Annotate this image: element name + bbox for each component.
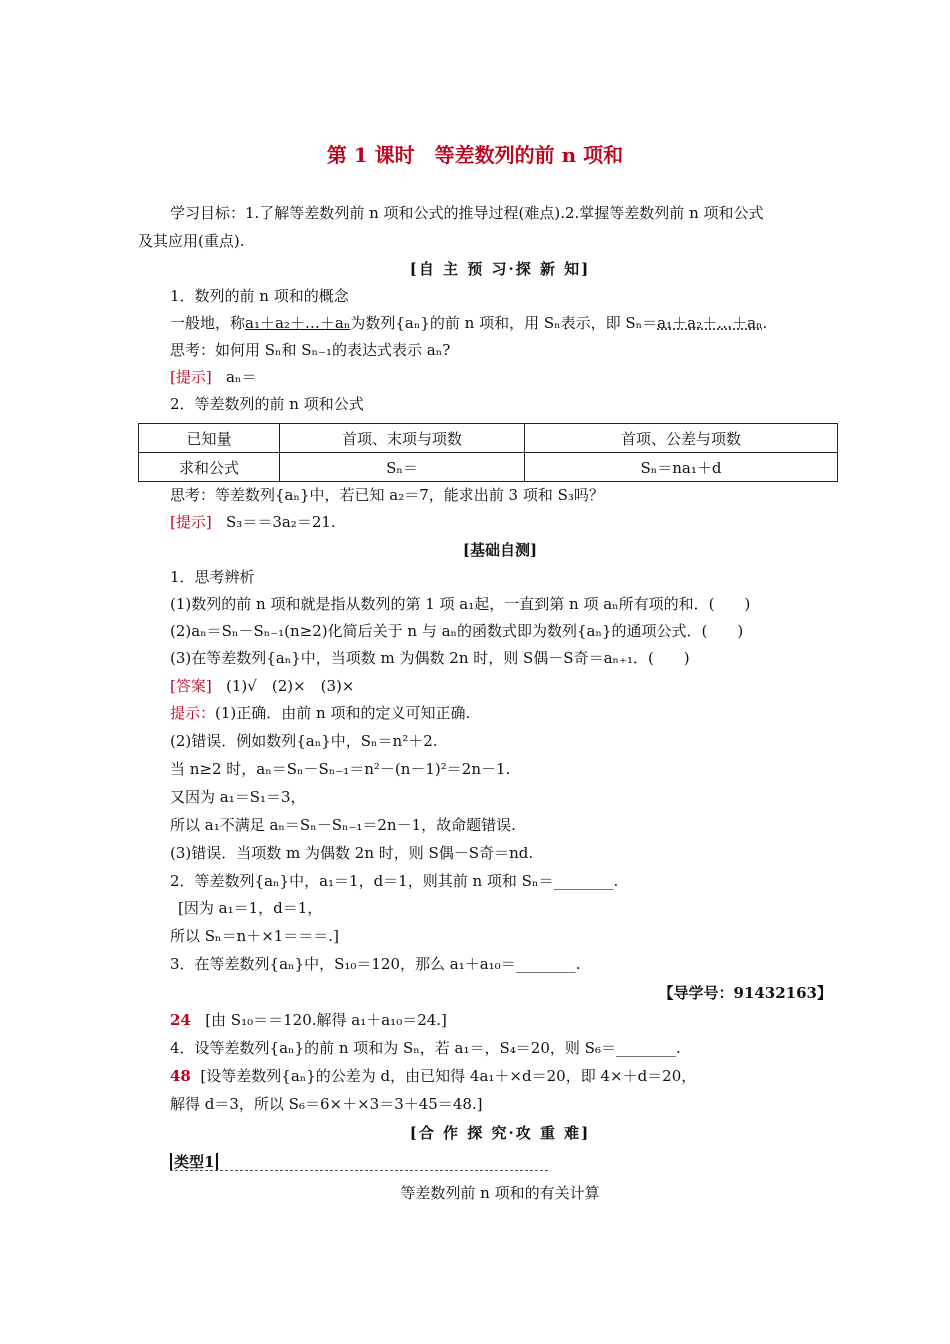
concept-definition [170,313,767,333]
q4-question: 4．设等差数列{aₙ}的前 n 项和为 Sₙ，若 a₁＝，S₄＝20，则 S₆＝________. [170,1039,681,1057]
q1-hint-line: 当 n≥2 时，aₙ＝Sₙ－Sₙ₋₁＝n²－(n－1)²＝2n－1. [170,760,511,778]
objectives-line2: 及其应用(重点). [138,232,245,250]
def-sum-blank: a₁＋a₂＋…＋aₙ [245,314,351,332]
concept-heading: 1．数列的前 n 项和的概念 [170,287,349,305]
section-heading-selftest: [基础自测] [462,541,538,559]
q1-hint-line: (3)错误．当项数 m 为偶数 2n 时，则 S偶－S奇＝nd. [170,844,534,862]
hint-label: 提示： [170,704,216,722]
type-divider [170,1170,548,1171]
table-header: 已知量 [139,424,280,453]
section-heading-cooperate: [合 作 探 究·攻 重 难] [409,1124,591,1142]
q3-answer [170,1010,447,1030]
q1-item: (3)在等差数列{aₙ}中，当项数 m 为偶数 2n 时，则 S偶－S奇＝aₙ₊₁．( ) [170,649,690,667]
page-title: 第 1 课时 等差数列的前 n 项和 [326,143,624,167]
q2-solution: [因为 a₁＝1，d＝1， [178,899,323,917]
answer-text: (1)√ (2)× (3)× [226,677,355,695]
q1-hint-line: 所以 a₁不满足 aₙ＝Sₙ－Sₙ₋₁＝2n－1，故命题错误. [170,816,516,834]
hint-text: aₙ＝ [226,368,257,386]
table-cell: Sₙ＝na₁＋d [525,453,838,482]
q1-item: (1)数列的前 n 项和就是指从数列的第 1 项 a₁起，一直到第 n 项 aₙ所有项的和．( ) [170,595,751,613]
answer-value: 24 [170,1011,191,1029]
type-label: 类型1 [170,1153,216,1171]
formula-think: 思考：等差数列{aₙ}中，若已知 a₂＝7，能求出前 3 项和 S₃吗？ [170,486,604,504]
q1-item: (2)aₙ＝Sₙ－Sₙ₋₁(n≥2)化简后关于 n 与 aₙ的函数式即为数列{aₙ}的通项公式．( ) [170,622,744,640]
def-mid: 为数列{aₙ}的前 n 项和，用 Sₙ表示，即 Sₙ＝ [350,314,658,332]
hint-text: (1)正确．由前 n 项和的定义可知正确. [215,704,471,722]
q2-question: 2．等差数列{aₙ}中，a₁＝1，d＝1，则其前 n 项和 Sₙ＝________. [170,872,619,890]
answer-value: 48 [170,1067,191,1085]
q1-answer [170,676,354,696]
objectives-line1: 学习目标：1.了解等差数列前 n 项和公式的推导过程(难点).2.掌握等差数列前 n 项和公式 [170,204,764,222]
type-label-box [170,1151,218,1172]
hint-text: S₃＝＝3a₂＝21. [226,513,336,531]
concept-think: 思考：如何用 Sₙ和 Sₙ₋₁的表达式表示 aₙ? [170,341,451,359]
q1-hint-line: 又因为 a₁＝S₁＝3， [170,788,306,806]
formula-heading: 2．等差数列的前 n 项和公式 [170,395,364,413]
q4-solution: 解得 d＝3，所以 S₆＝6×＋×3＝3＋45＝48.] [170,1095,483,1113]
q3-question: 3．在等差数列{aₙ}中，S₁₀＝120，那么 a₁＋a₁₀＝________. [170,955,581,973]
section-heading-preview: [自 主 预 习·探 新 知] [409,260,591,278]
type-label-end [216,1153,218,1171]
table-cell: 求和公式 [139,453,280,482]
type-caption: 等差数列前 n 项和的有关计算 [400,1184,600,1202]
formula-table [138,423,838,482]
q1-hint-line [170,703,470,723]
table-header: 首项、公差与项数 [525,424,838,453]
hint-label: [提示] [170,368,212,386]
q2-solution: 所以 Sₙ＝n＋×1＝＝＝.] [170,927,339,945]
def-end: . [762,314,768,332]
table-cell: Sₙ＝ [280,453,525,482]
table-header-row [139,424,838,453]
def-prefix: 一般地，称 [170,314,246,332]
hint-label: [提示] [170,513,212,531]
concept-hint [170,367,256,387]
answer-solution: [设等差数列{aₙ}的公差为 d，由已知得 4a₁＋×d＝20，即 4×＋d＝20， [200,1067,697,1085]
answer-label: [答案] [170,677,212,695]
def-sum-answer: a₁＋a₂＋…＋aₙ [657,314,763,332]
guide-number: 【导学号：91432163】 [658,984,832,1002]
q1-heading: 1．思考辨析 [170,568,255,586]
table-row [139,453,838,482]
table-header: 首项、末项与项数 [280,424,525,453]
formula-hint [170,512,336,532]
answer-solution: [由 S₁₀＝＝120.解得 a₁＋a₁₀＝24.] [205,1011,447,1029]
q4-answer [170,1066,696,1086]
q1-hint-line: (2)错误．例如数列{aₙ}中，Sₙ＝n²＋2. [170,732,438,750]
